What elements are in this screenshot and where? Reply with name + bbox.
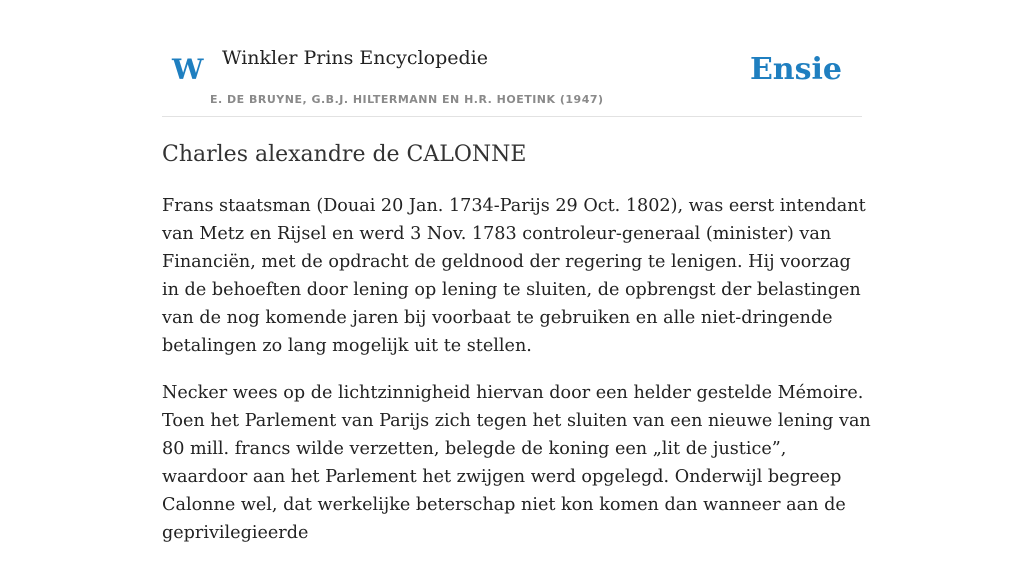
book-title[interactable]: Winkler Prins Encyclopedie — [222, 47, 488, 69]
article-paragraph-1: Frans staatsman (Douai 20 Jan. 1734-Parijs 29 Oct. 1802), was eerst intendant van Metz en Rijsel en werd 3 Nov. 1783 controleur-generaal (minister) van Financiën, met de opdracht de geldnood der regering te lenigen. Hij voorzag in de behoeften door lening op lening te sluiten, de opbrengst der belastingen van de nog komende jaren bij voorbaat te gebruiken en alle niet-dringende betalingen zo lang mogelijk uit te stellen. — [162, 196, 866, 356]
article-body — [162, 192, 872, 566]
winkler-prins-logo[interactable]: W — [172, 53, 204, 86]
site-header — [162, 0, 862, 117]
ensie-logo[interactable]: Ensie — [749, 52, 842, 87]
book-authors: E. DE BRUYNE, G.B.J. HILTERMANN EN H.R. HOETINK (1947) — [210, 93, 604, 106]
article-title: Charles alexandre de CALONNE — [162, 142, 527, 167]
article-paragraph-2: Necker wees op de lichtzinnigheid hiervan door een helder gestelde Mémoire. Toen het Parlement van Parijs zich tegen het sluiten van een nieuwe lening van 80 mill. francs wilde verzetten, belegde de koning een „lit de justice”, waardoor aan het Parlement het zwijgen werd opgelegd. Onderwijl begreep Calonne wel, dat werkelijke beterschap niet kon komen dan wanneer aan de geprivilegieerde — [162, 383, 871, 543]
